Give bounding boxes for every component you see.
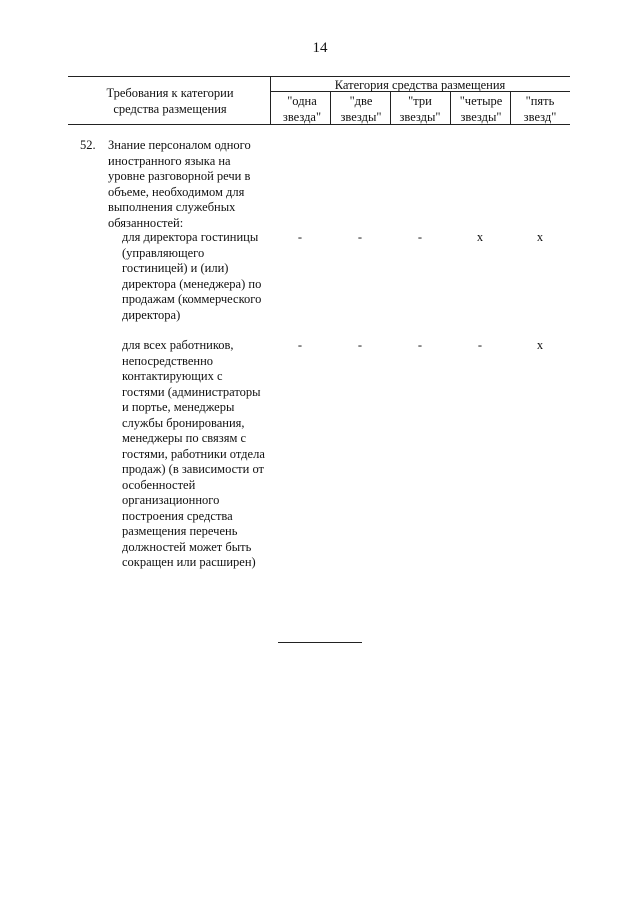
mark-five-star: х [536,338,544,352]
category-two-star: "две звезды" [340,94,382,124]
mark-five-star: х [536,230,544,244]
category-header: Категория средства размещения [334,78,506,92]
subrequirement-text: для всех работников, непосредственно контактирующих с гостями (администраторы и портье, менеджеры службы бронирования, менеджеры по связям с гостями, работники отдела продаж) (в зависимости от особенностей организационного построения средства размещения перечень должностей может быть сокращен или расширен) [122,338,265,569]
category-five-star: "пять звезд" [523,94,557,124]
mark-one-star: - [297,230,303,244]
mark-three-star: - [417,338,423,352]
end-of-table-rule [278,642,362,643]
page-number: 14 [312,40,328,56]
mark-one-star: - [297,338,303,352]
mark-two-star: - [357,230,363,244]
subrequirement-text: для директора гостиницы (управляющего гостиницей) и (или) директора (менеджера) по продажам (коммерческого директора) [122,230,262,322]
column-divider [330,91,331,124]
mark-two-star: - [357,338,363,352]
category-three-star: "три звезды" [399,94,441,124]
mark-four-star: х [476,230,484,244]
mark-four-star: - [477,338,483,352]
column-divider [510,91,511,124]
row-number: 52. [80,138,96,152]
column-divider [450,91,451,124]
category-one-star: "одна звезда" [282,94,322,124]
requirement-text: Знание персоналом одного иностранного языка на уровне разговорной речи в объеме, необходимом для выполнения служебных обязанностей: [108,138,251,230]
category-four-star: "четыре звезды" [459,94,503,124]
mark-three-star: - [417,230,423,244]
column-divider [390,91,391,124]
requirements-header: Требования к категории средства размещения [106,86,234,116]
